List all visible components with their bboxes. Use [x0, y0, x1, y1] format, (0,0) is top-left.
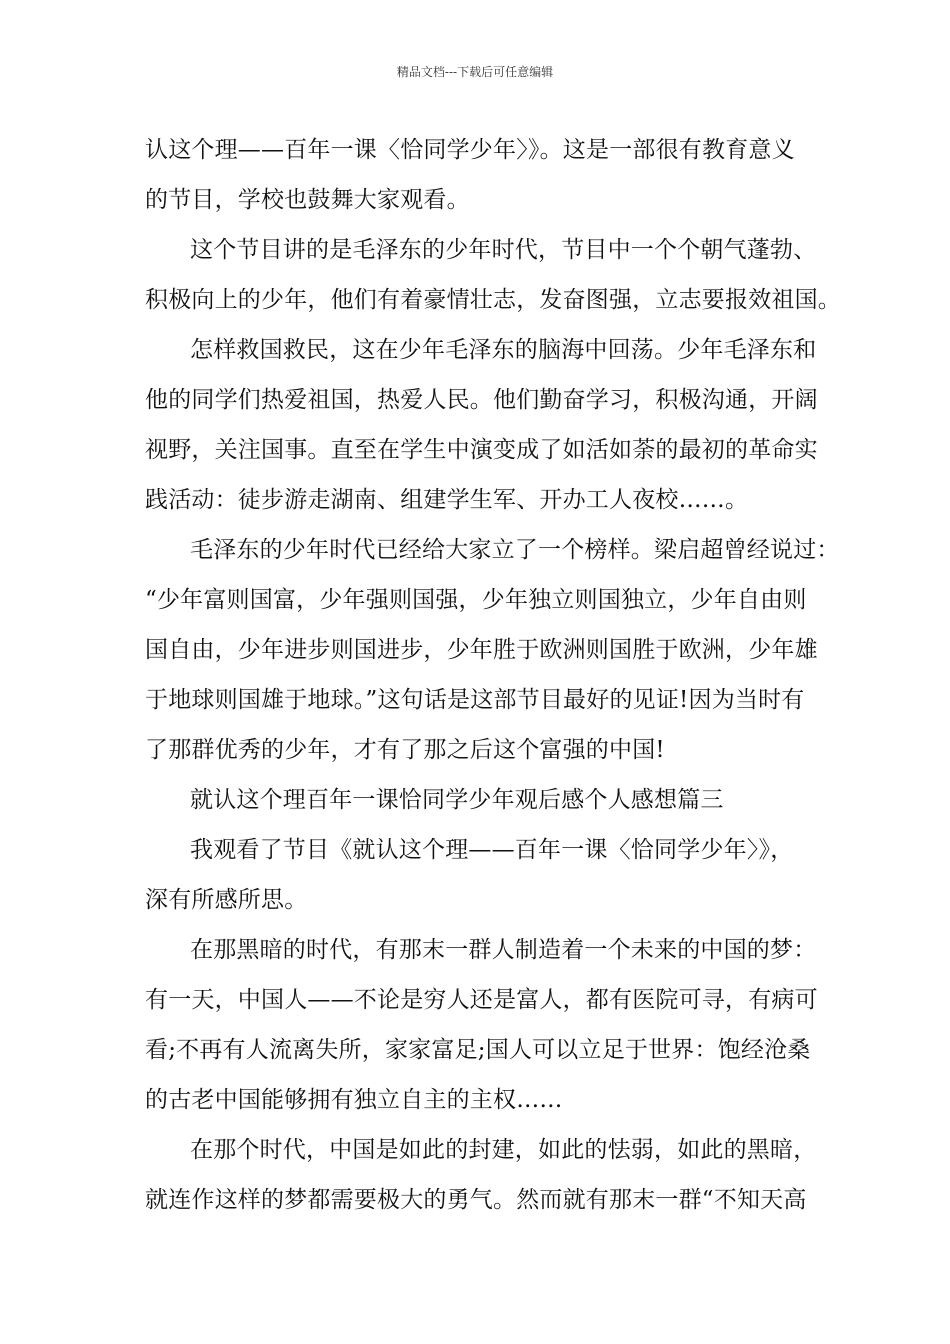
text-line: 有一天，中国人——不论是穷人还是富人，都有医院可寻，有病可: [145, 987, 818, 1013]
text-line: 积极向上的少年，他们有着豪情壮志，发奋图强，立志要报效祖国。: [145, 287, 841, 313]
text-line: 我观看了节目《就认这个理——百年一课〈恰同学少年〉》，: [190, 837, 794, 863]
text-line: 毛泽东的少年时代已经给大家立了一个榜样。梁启超曾经说过：: [190, 537, 840, 563]
text-line: 国自由，少年进步则国进步，少年胜于欧洲则国胜于欧洲，少年雄: [145, 637, 818, 663]
page-header: 精品文档---下载后可任意编辑: [396, 65, 554, 79]
text-line: 怎样救国救民，这在少年毛泽东的脑海中回荡。少年毛泽东和: [190, 337, 817, 363]
text-line: 在那黑暗的时代，有那末一群人制造着一个未来的中国的梦：: [190, 937, 817, 963]
text-line: 了那群优秀的少年，才有了那之后这个富强的中国!: [145, 737, 665, 763]
text-line: 他的同学们热爱祖国，热爱人民。他们勤奋学习，积极沟通，开阔: [145, 387, 818, 413]
text-line: 的古老中国能够拥有独立自主的主权……: [145, 1087, 563, 1113]
text-line: 这个节目讲的是毛泽东的少年时代，节目中一个个朝气蓬勃、: [190, 237, 817, 263]
section-heading: 就认这个理百年一课恰同学少年观后感个人感想篇三: [190, 787, 724, 813]
text-line: “少年富则国富，少年强则国强，少年独立则国独立，少年自由则: [145, 587, 807, 613]
text-line: 践活动：徒步游走湖南、组建学生军、开办工人夜校……。: [145, 487, 749, 513]
text-line: 深有所感所思。: [145, 887, 308, 913]
text-line: 的节目，学校也鼓舞大家观看。: [145, 187, 470, 213]
text-line: 看;不再有人流离失所，家家富足;国人可以立足于世界：饱经沧桑: [145, 1037, 811, 1063]
text-line: 视野，关注国事。直至在学生中演变成了如活如荼的最初的革命实: [145, 437, 818, 463]
text-line: 于地球则国雄于地球。”这句话是这部节目最好的见证!因为当时有: [145, 687, 805, 713]
text-line: 认这个理——百年一课〈恰同学少年〉》。这是一部很有教育意义: [145, 137, 795, 163]
text-line: 在那个时代，中国是如此的封建，如此的怯弱，如此的黑暗，: [190, 1137, 817, 1163]
text-line: 就连作这样的梦都需要极大的勇气。然而就有那末一群“不知天高: [145, 1187, 807, 1213]
